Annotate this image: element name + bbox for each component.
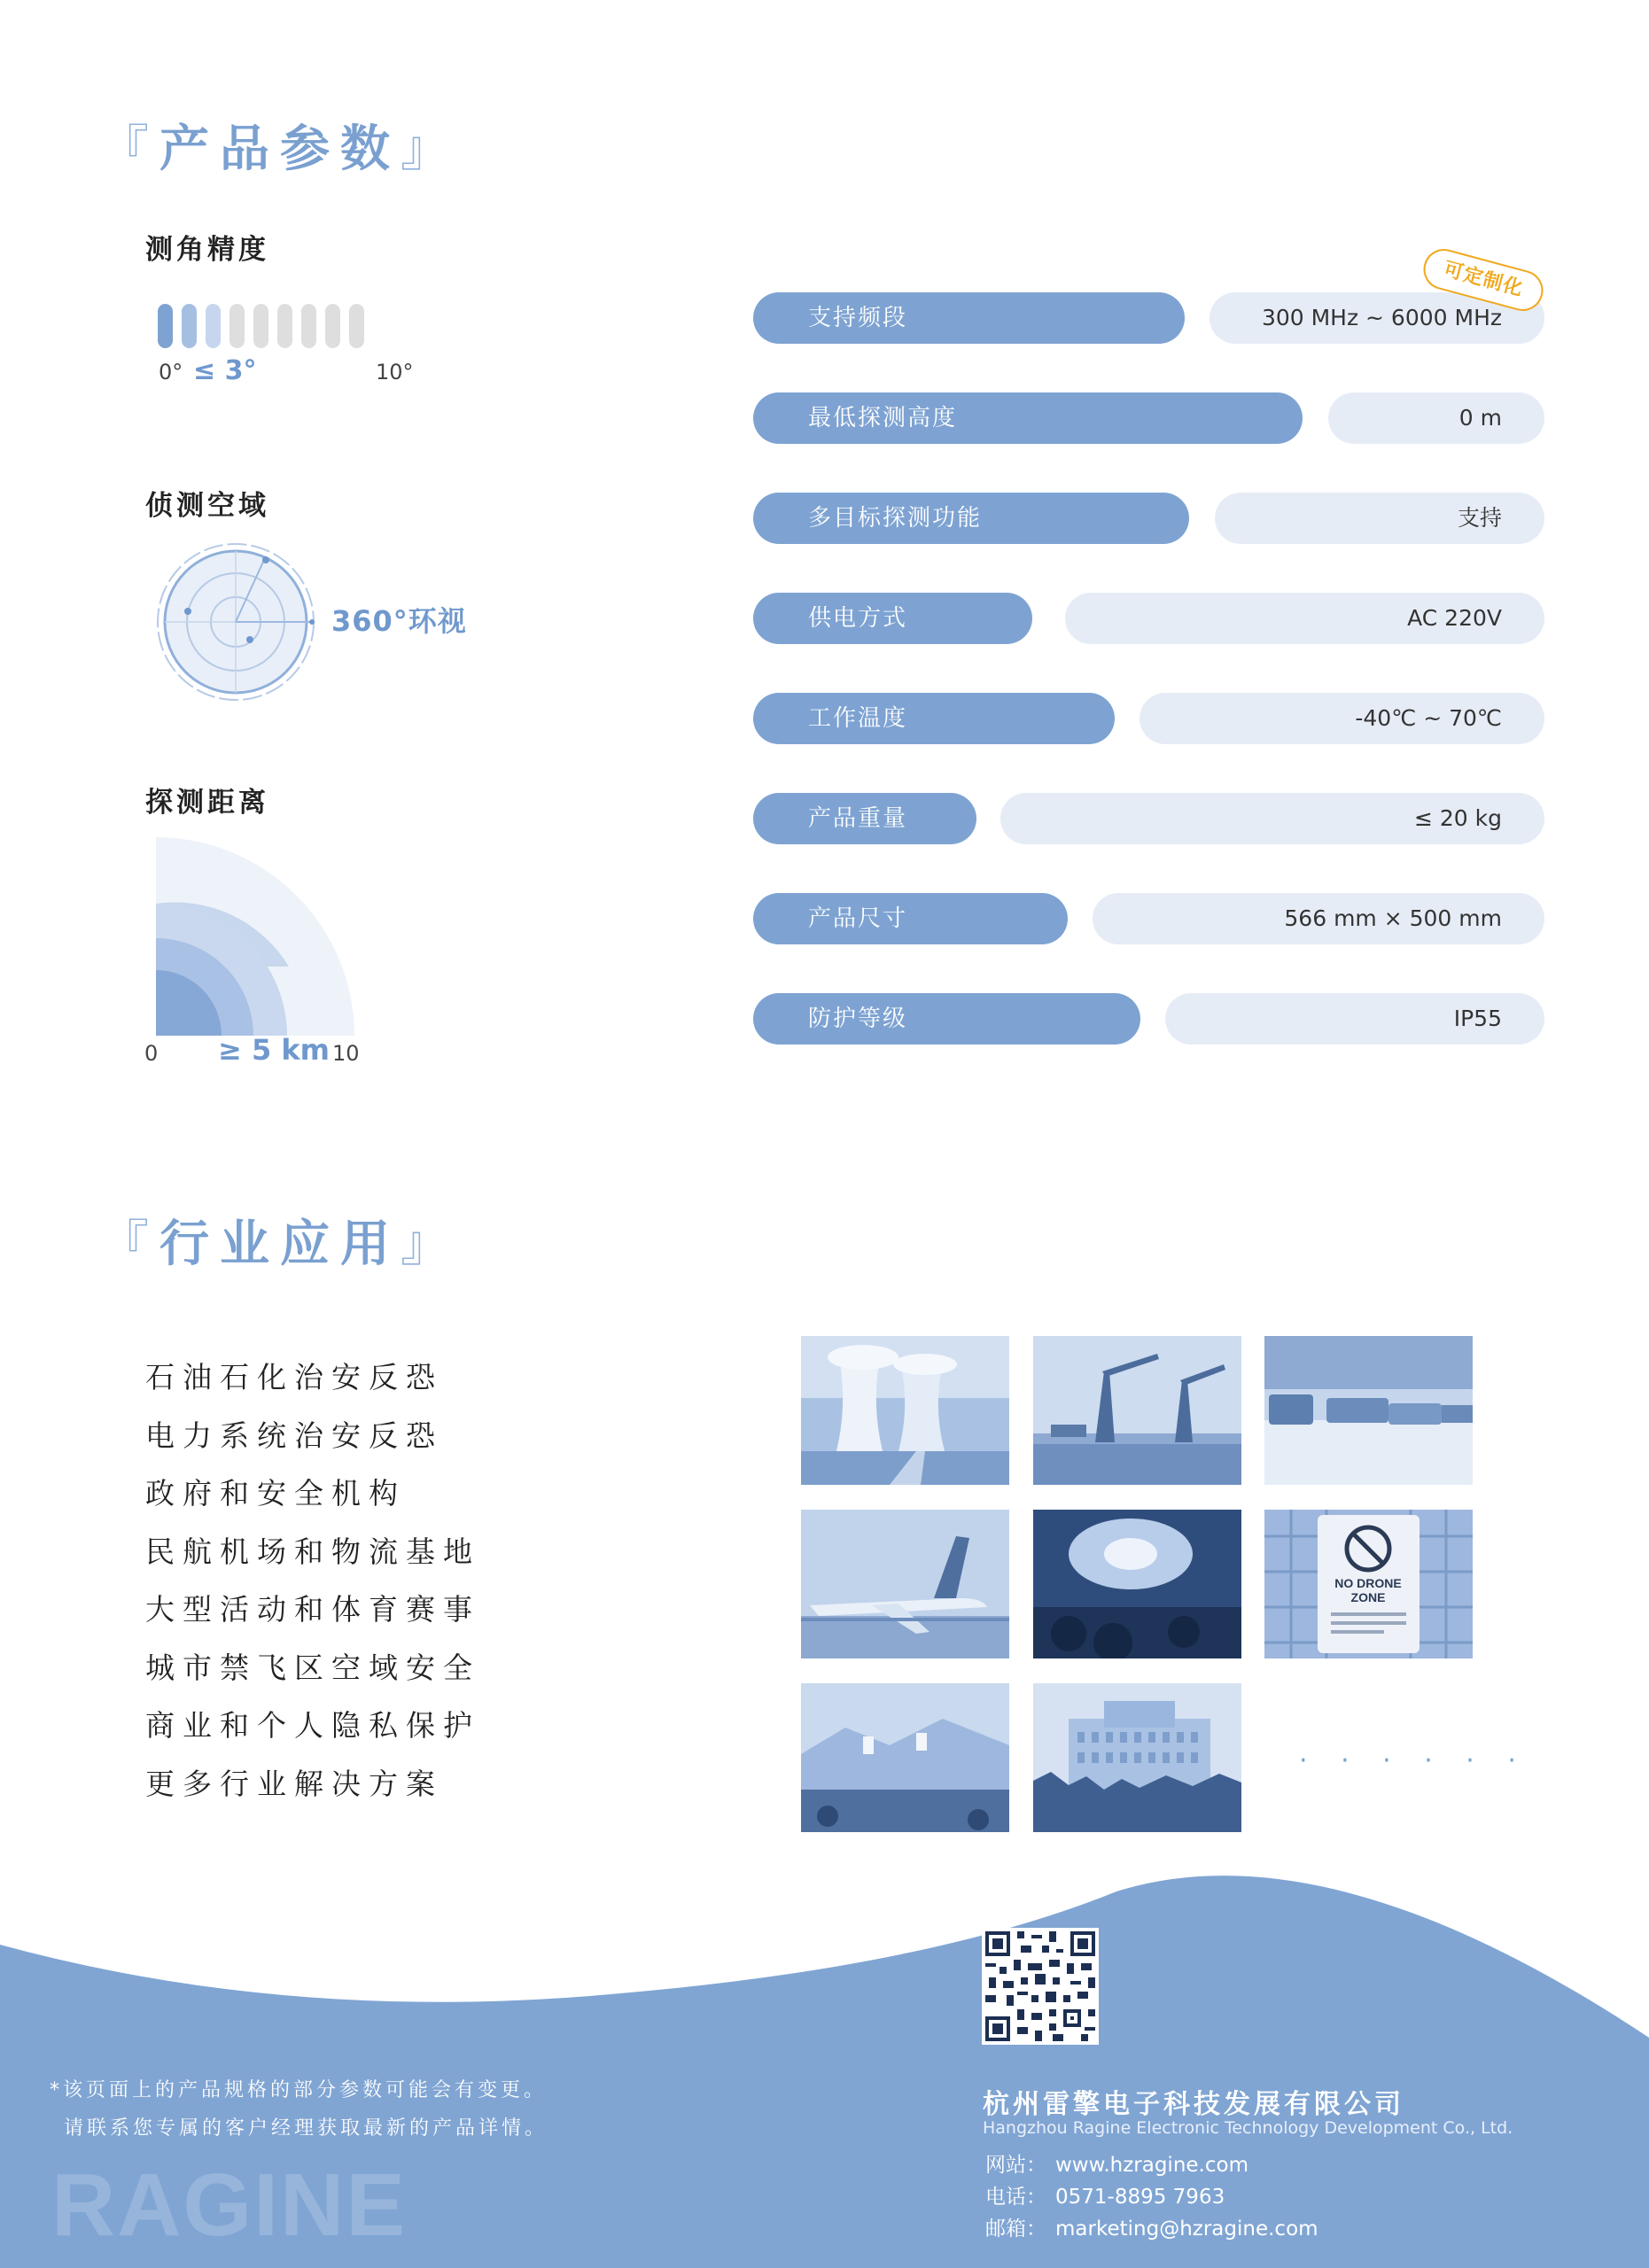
- airspace-title: 侦测空域: [145, 490, 269, 522]
- section-title-params: [99, 110, 461, 181]
- disclaimer-line1: *该页面上的产品规格的部分参数可能会有变更。: [50, 2079, 548, 2101]
- sign-text-line2: ZONE: [1350, 1590, 1386, 1604]
- param-row-frequency: [753, 292, 1544, 344]
- brand-watermark: RAGINE: [51, 2155, 407, 2255]
- param-key: 最低探测高度: [753, 392, 1303, 444]
- param-value: 300 MHz ~ 6000 MHz: [1210, 292, 1544, 344]
- range-max-label: 10: [332, 1041, 360, 1066]
- param-key: 支持频段: [753, 292, 1185, 344]
- industry-item: 石油石化治安反恐: [145, 1360, 443, 1394]
- params-title-text: 产品参数: [159, 120, 401, 178]
- industry-item: 大型活动和体育赛事: [145, 1592, 480, 1627]
- more-photos-ellipsis: · · · · · ·: [1299, 1745, 1528, 1776]
- photo-stadium-crowd: [1033, 1510, 1241, 1658]
- photo-airport: [801, 1510, 1009, 1658]
- accuracy-title: 测角精度: [145, 234, 269, 266]
- industry-list: [145, 1355, 480, 1820]
- accuracy-pill: [325, 304, 340, 348]
- accuracy-pill: [229, 304, 245, 348]
- email-link[interactable]: marketing@hzragine.com: [1055, 2218, 1318, 2241]
- company-name-en: Hangzhou Ragine Electronic Technology Development Co., Ltd.: [983, 2118, 1513, 2138]
- param-value: IP55: [1165, 993, 1544, 1045]
- range-value: ≥ 5 km: [218, 1033, 330, 1067]
- industry-item: 商业和个人隐私保护: [145, 1708, 480, 1743]
- industry-item: 城市禁飞区空域安全: [145, 1650, 480, 1685]
- param-key: 多目标探测功能: [753, 493, 1189, 544]
- param-row-min-height: [753, 392, 1544, 444]
- accuracy-min-label: 0°: [159, 360, 183, 384]
- disclaimer-line2: 请联系您专属的客户经理获取最新的产品详情。: [64, 2117, 548, 2140]
- phone-label: 电话：: [985, 2186, 1046, 2209]
- company-name-cn: 杭州雷擎电子科技发展有限公司: [983, 2089, 1404, 2120]
- accuracy-pill: [277, 304, 292, 348]
- customizable-badge: 可定制化: [1419, 245, 1547, 315]
- param-row-weight: [753, 793, 1544, 844]
- param-key: 防护等级: [753, 993, 1140, 1045]
- bracket-close: 』: [401, 120, 461, 178]
- photo-government-building: [1033, 1683, 1241, 1832]
- range-title: 探测距离: [145, 787, 269, 819]
- photo-armored-vehicles: [1264, 1336, 1473, 1485]
- param-value: 支持: [1215, 493, 1544, 544]
- email-label: 邮箱：: [985, 2218, 1046, 2241]
- phone-number[interactable]: 0571-8895 7963: [1055, 2186, 1225, 2209]
- bracket-open: 『: [99, 120, 159, 178]
- website-label: 网站：: [985, 2154, 1046, 2177]
- param-row-power: [753, 593, 1544, 644]
- bracket-open: 『: [99, 1216, 159, 1273]
- param-value: ≤ 20 kg: [1000, 793, 1544, 844]
- phone-line: [985, 2180, 1225, 2210]
- accuracy-pill: [301, 304, 316, 348]
- airspace-value: 360°环视: [331, 604, 467, 638]
- industry-item: 电力系统治安反恐: [145, 1418, 443, 1453]
- industry-item: 更多行业解决方案: [145, 1766, 443, 1801]
- range-min-label: 0: [144, 1041, 159, 1066]
- accuracy-max-label: 10°: [376, 360, 414, 384]
- accuracy-pill: [206, 304, 221, 348]
- photo-sports-field: [801, 1683, 1009, 1832]
- param-row-protection: [753, 993, 1544, 1045]
- section-title-apps: [99, 1205, 461, 1276]
- param-key: 供电方式: [753, 593, 1032, 644]
- photo-cooling-towers: [801, 1336, 1009, 1485]
- param-value: 566 mm × 500 mm: [1093, 893, 1544, 944]
- website-line: [985, 2148, 1248, 2178]
- param-row-multi-target: [753, 493, 1544, 544]
- param-row-size: [753, 893, 1544, 944]
- param-value: -40℃ ~ 70℃: [1140, 693, 1544, 744]
- param-key: 产品重量: [753, 793, 976, 844]
- accuracy-value: ≤ 3°: [193, 355, 257, 386]
- accuracy-pill: [182, 304, 197, 348]
- qr-code[interactable]: [982, 1928, 1099, 2045]
- accuracy-pill: [158, 304, 173, 348]
- photo-no-drone-sign: [1264, 1510, 1473, 1658]
- accuracy-gauge: [158, 304, 364, 348]
- param-key: 工作温度: [753, 693, 1115, 744]
- param-row-temperature: [753, 693, 1544, 744]
- apps-title-text: 行业应用: [159, 1216, 401, 1273]
- email-line: [985, 2212, 1318, 2241]
- industry-item: 民航机场和物流基地: [145, 1534, 480, 1569]
- param-value: AC 220V: [1065, 593, 1544, 644]
- param-value: 0 m: [1328, 392, 1544, 444]
- website-link[interactable]: www.hzragine.com: [1055, 2154, 1248, 2177]
- accuracy-pill: [349, 304, 364, 348]
- radar-icon: [154, 540, 323, 709]
- accuracy-pill: [253, 304, 268, 348]
- industry-item: 政府和安全机构: [145, 1476, 406, 1511]
- sign-text-line1: NO DRONE: [1334, 1576, 1402, 1590]
- photo-port-cranes: [1033, 1336, 1241, 1485]
- range-chart: [156, 837, 356, 1037]
- param-key: 产品尺寸: [753, 893, 1068, 944]
- bracket-close: 』: [401, 1216, 461, 1273]
